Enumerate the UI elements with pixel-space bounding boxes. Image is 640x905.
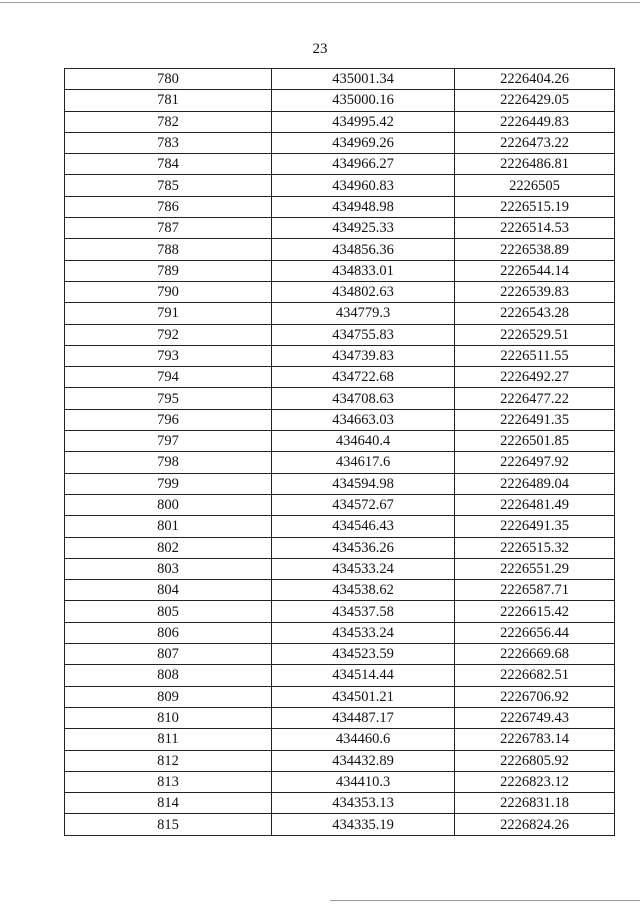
y-coordinate-cell: 2226492.27 [455, 367, 615, 388]
table-row [65, 196, 615, 217]
y-coordinate-cell: 2226551.29 [455, 558, 615, 579]
point-number-cell: 807 [65, 644, 272, 665]
point-number-cell: 790 [65, 281, 272, 302]
x-coordinate-cell: 434501.21 [272, 686, 455, 707]
y-coordinate-cell: 2226805.92 [455, 750, 615, 771]
table-row [65, 409, 615, 430]
x-coordinate-cell: 434856.36 [272, 239, 455, 260]
table-row [65, 750, 615, 771]
y-coordinate-cell: 2226544.14 [455, 260, 615, 281]
point-number-cell: 813 [65, 771, 272, 792]
table-row [65, 494, 615, 515]
x-coordinate-cell: 434487.17 [272, 707, 455, 728]
table-row [65, 601, 615, 622]
y-coordinate-cell: 2226615.42 [455, 601, 615, 622]
y-coordinate-cell: 2226831.18 [455, 793, 615, 814]
table-row [65, 473, 615, 494]
x-coordinate-cell: 434663.03 [272, 409, 455, 430]
table-row [65, 580, 615, 601]
point-number-cell: 808 [65, 665, 272, 686]
point-number-cell: 789 [65, 260, 272, 281]
point-number-cell: 810 [65, 707, 272, 728]
x-coordinate-cell: 434960.83 [272, 175, 455, 196]
y-coordinate-cell: 2226515.19 [455, 196, 615, 217]
point-number-cell: 798 [65, 452, 272, 473]
table-row [65, 218, 615, 239]
y-coordinate-cell: 2226514.53 [455, 218, 615, 239]
point-number-cell: 780 [65, 69, 272, 90]
table-row [65, 558, 615, 579]
point-number-cell: 786 [65, 196, 272, 217]
x-coordinate-cell: 434537.58 [272, 601, 455, 622]
table-row [65, 707, 615, 728]
x-coordinate-cell: 434779.3 [272, 303, 455, 324]
point-number-cell: 809 [65, 686, 272, 707]
table-row [65, 729, 615, 750]
x-coordinate-cell: 434410.3 [272, 771, 455, 792]
y-coordinate-cell: 2226489.04 [455, 473, 615, 494]
y-coordinate-cell: 2226824.26 [455, 814, 615, 835]
y-coordinate-cell: 2226491.35 [455, 516, 615, 537]
table-row [65, 90, 615, 111]
x-coordinate-cell: 435001.34 [272, 69, 455, 90]
point-number-cell: 815 [65, 814, 272, 835]
point-number-cell: 802 [65, 537, 272, 558]
y-coordinate-cell: 2226749.43 [455, 707, 615, 728]
y-coordinate-cell: 2226429.05 [455, 90, 615, 111]
y-coordinate-cell: 2226486.81 [455, 154, 615, 175]
table-row [65, 771, 615, 792]
point-number-cell: 793 [65, 345, 272, 366]
table-row [65, 452, 615, 473]
table-row [65, 281, 615, 302]
x-coordinate-cell: 434722.68 [272, 367, 455, 388]
point-number-cell: 799 [65, 473, 272, 494]
x-coordinate-cell: 434833.01 [272, 260, 455, 281]
table-row [65, 239, 615, 260]
y-coordinate-cell: 2226538.89 [455, 239, 615, 260]
table-row [65, 388, 615, 409]
y-coordinate-cell: 2226823.12 [455, 771, 615, 792]
table-row [65, 345, 615, 366]
point-number-cell: 787 [65, 218, 272, 239]
x-coordinate-cell: 434523.59 [272, 644, 455, 665]
table-row [65, 814, 615, 835]
point-number-cell: 804 [65, 580, 272, 601]
coordinates-table-body [65, 69, 615, 836]
table-row [65, 431, 615, 452]
point-number-cell: 781 [65, 90, 272, 111]
x-coordinate-cell: 434536.26 [272, 537, 455, 558]
point-number-cell: 797 [65, 431, 272, 452]
point-number-cell: 794 [65, 367, 272, 388]
y-coordinate-cell: 2226669.68 [455, 644, 615, 665]
table-row [65, 260, 615, 281]
x-coordinate-cell: 434969.26 [272, 132, 455, 153]
point-number-cell: 803 [65, 558, 272, 579]
page-number: 23 [312, 41, 328, 57]
point-number-cell: 788 [65, 239, 272, 260]
bottom-scan-edge [330, 900, 640, 901]
table-row [65, 665, 615, 686]
table-row [65, 303, 615, 324]
y-coordinate-cell: 2226449.83 [455, 111, 615, 132]
x-coordinate-cell: 434995.42 [272, 111, 455, 132]
x-coordinate-cell: 434594.98 [272, 473, 455, 494]
x-coordinate-cell: 434948.98 [272, 196, 455, 217]
y-coordinate-cell: 2226539.83 [455, 281, 615, 302]
y-coordinate-cell: 2226497.92 [455, 452, 615, 473]
top-scan-edge [0, 2, 640, 3]
table-row [65, 367, 615, 388]
x-coordinate-cell: 434335.19 [272, 814, 455, 835]
table-row [65, 132, 615, 153]
coordinates-table [64, 68, 615, 836]
x-coordinate-cell: 434925.33 [272, 218, 455, 239]
point-number-cell: 795 [65, 388, 272, 409]
table-row [65, 537, 615, 558]
x-coordinate-cell: 434533.24 [272, 622, 455, 643]
point-number-cell: 811 [65, 729, 272, 750]
x-coordinate-cell: 434755.83 [272, 324, 455, 345]
y-coordinate-cell: 2226515.32 [455, 537, 615, 558]
x-coordinate-cell: 434538.62 [272, 580, 455, 601]
point-number-cell: 806 [65, 622, 272, 643]
table-row [65, 516, 615, 537]
x-coordinate-cell: 434640.4 [272, 431, 455, 452]
x-coordinate-cell: 434514.44 [272, 665, 455, 686]
y-coordinate-cell: 2226404.26 [455, 69, 615, 90]
point-number-cell: 791 [65, 303, 272, 324]
point-number-cell: 812 [65, 750, 272, 771]
y-coordinate-cell: 2226656.44 [455, 622, 615, 643]
y-coordinate-cell: 2226477.22 [455, 388, 615, 409]
point-number-cell: 784 [65, 154, 272, 175]
y-coordinate-cell: 2226501.85 [455, 431, 615, 452]
x-coordinate-cell: 434708.63 [272, 388, 455, 409]
y-coordinate-cell: 2226783.14 [455, 729, 615, 750]
table-row [65, 793, 615, 814]
x-coordinate-cell: 434546.43 [272, 516, 455, 537]
point-number-cell: 783 [65, 132, 272, 153]
x-coordinate-cell: 434617.6 [272, 452, 455, 473]
table-row [65, 644, 615, 665]
point-number-cell: 785 [65, 175, 272, 196]
y-coordinate-cell: 2226587.71 [455, 580, 615, 601]
x-coordinate-cell: 434353.13 [272, 793, 455, 814]
x-coordinate-cell: 434432.89 [272, 750, 455, 771]
x-coordinate-cell: 434533.24 [272, 558, 455, 579]
point-number-cell: 805 [65, 601, 272, 622]
table-row [65, 69, 615, 90]
point-number-cell: 814 [65, 793, 272, 814]
point-number-cell: 782 [65, 111, 272, 132]
y-coordinate-cell: 2226481.49 [455, 494, 615, 515]
y-coordinate-cell: 2226511.55 [455, 345, 615, 366]
y-coordinate-cell: 2226491.35 [455, 409, 615, 430]
y-coordinate-cell: 2226473.22 [455, 132, 615, 153]
x-coordinate-cell: 434460.6 [272, 729, 455, 750]
y-coordinate-cell: 2226505 [455, 175, 615, 196]
y-coordinate-cell: 2226706.92 [455, 686, 615, 707]
point-number-cell: 800 [65, 494, 272, 515]
x-coordinate-cell: 434739.83 [272, 345, 455, 366]
x-coordinate-cell: 434802.63 [272, 281, 455, 302]
table-row [65, 111, 615, 132]
table-row [65, 686, 615, 707]
table-row [65, 324, 615, 345]
y-coordinate-cell: 2226543.28 [455, 303, 615, 324]
y-coordinate-cell: 2226682.51 [455, 665, 615, 686]
point-number-cell: 792 [65, 324, 272, 345]
x-coordinate-cell: 434966.27 [272, 154, 455, 175]
x-coordinate-cell: 434572.67 [272, 494, 455, 515]
point-number-cell: 796 [65, 409, 272, 430]
x-coordinate-cell: 435000.16 [272, 90, 455, 111]
table-row [65, 175, 615, 196]
y-coordinate-cell: 2226529.51 [455, 324, 615, 345]
point-number-cell: 801 [65, 516, 272, 537]
table-row [65, 154, 615, 175]
table-row [65, 622, 615, 643]
